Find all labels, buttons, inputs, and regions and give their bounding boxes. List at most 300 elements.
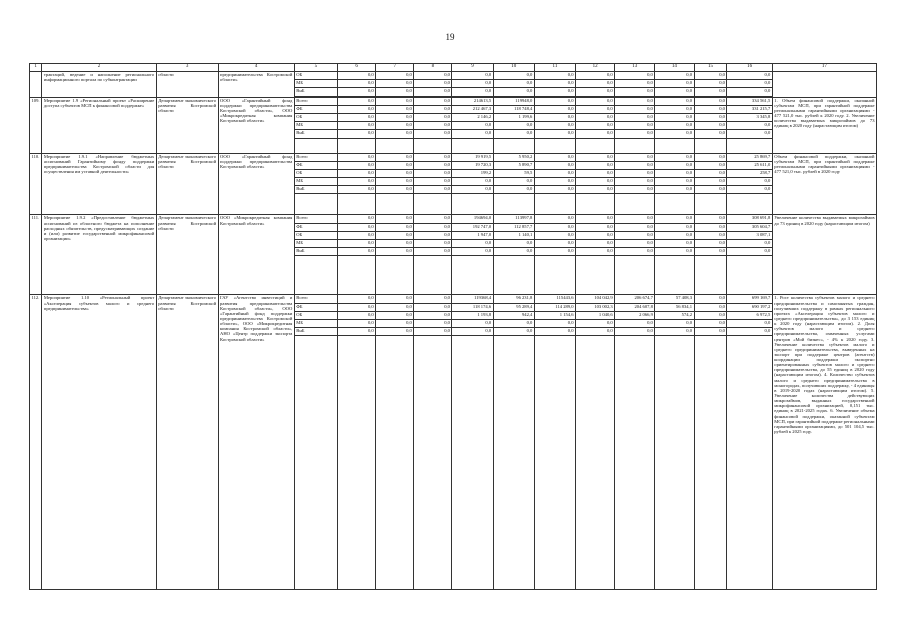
amount-cell: 0,0 <box>655 319 694 327</box>
page-number: 19 <box>445 32 455 42</box>
amount-cell: 0,0 <box>655 328 694 336</box>
amount-cell: 0,0 <box>493 80 534 88</box>
column-number-16: 16 <box>727 64 772 72</box>
amount-cell: 0,0 <box>376 303 414 311</box>
amount-cell: 5 950,2 <box>493 153 534 161</box>
amount-cell: 0,0 <box>376 319 414 327</box>
amount-cell: 0,0 <box>338 186 376 194</box>
amount-cell: 0,0 <box>493 319 534 327</box>
amount-cell: 0,0 <box>694 105 727 113</box>
amount-cell: 0,0 <box>493 88 534 96</box>
amount-cell: 0,0 <box>655 240 694 248</box>
column-number-4: 4 <box>218 64 294 72</box>
amount-cell: 0,0 <box>615 97 655 105</box>
amount-cell: 0,0 <box>694 88 727 96</box>
amount-cell: 0,0 <box>694 161 727 169</box>
amount-cell: 0,0 <box>655 169 694 177</box>
amount-cell: 0,0 <box>414 178 452 186</box>
amount-cell: 0,0 <box>534 130 575 138</box>
amount-cell: 0,0 <box>338 303 376 311</box>
funding-source: Всего <box>294 97 337 105</box>
amount-cell: 942,4 <box>493 311 534 319</box>
responsible-executor: Департамент экономического развития Костромской области <box>156 153 218 215</box>
empty-cell <box>338 194 376 215</box>
empty-cell <box>294 256 337 295</box>
amount-cell: 0,0 <box>376 186 414 194</box>
amount-cell: 0,0 <box>615 88 655 96</box>
amount-cell: 0,0 <box>414 328 452 336</box>
funding-source: ОБ <box>294 113 337 121</box>
column-number-13: 13 <box>615 64 655 72</box>
amount-cell: 0,0 <box>376 161 414 169</box>
empty-cell <box>576 138 615 153</box>
amount-cell: 0,0 <box>452 178 493 186</box>
amount-cell: 0,0 <box>376 240 414 248</box>
amount-cell: 119368,4 <box>452 295 493 303</box>
amount-cell: 0,0 <box>615 161 655 169</box>
amount-cell: 0,0 <box>338 72 376 80</box>
empty-cell <box>694 138 727 153</box>
amount-cell: 0,0 <box>414 311 452 319</box>
table-row <box>30 153 877 161</box>
funding-source: Всего <box>294 215 337 223</box>
empty-cell <box>615 194 655 215</box>
amount-cell: 1 947,0 <box>452 231 493 239</box>
amount-cell: 0,0 <box>338 130 376 138</box>
column-number-12: 12 <box>576 64 615 72</box>
amount-cell: 0,0 <box>534 80 575 88</box>
amount-cell: 0,0 <box>338 319 376 327</box>
funding-source: ОБ <box>294 169 337 177</box>
activity-name: Мероприятие 1.9 «Региональный проект «Расширение доступа субъектов МСП к финансовой поддержке» <box>42 97 156 153</box>
empty-cell <box>338 256 376 295</box>
amount-cell: 1 140,1 <box>493 231 534 239</box>
amount-cell: 0,0 <box>376 169 414 177</box>
amount-cell: 0,0 <box>376 97 414 105</box>
amount-cell: 192 747,0 <box>452 223 493 231</box>
amount-cell: 1 154,6 <box>534 311 575 319</box>
column-number-5: 5 <box>294 64 337 72</box>
amount-cell: 2 066,9 <box>615 311 655 319</box>
empty-cell <box>452 336 493 590</box>
amount-cell: 0,0 <box>694 311 727 319</box>
amount-cell: 0,0 <box>576 80 615 88</box>
amount-cell: 0,0 <box>534 169 575 177</box>
row-number: 112. <box>30 295 42 590</box>
amount-cell: 0,0 <box>655 105 694 113</box>
amount-cell: 0,0 <box>414 303 452 311</box>
amount-cell: 0,0 <box>534 122 575 130</box>
amount-cell: 0,0 <box>376 153 414 161</box>
amount-cell: 0,0 <box>534 178 575 186</box>
funding-source: МБ <box>294 122 337 130</box>
empty-cell <box>655 336 694 590</box>
empty-cell <box>576 336 615 590</box>
funding-source: ОБ <box>294 231 337 239</box>
amount-cell: 0,0 <box>534 97 575 105</box>
column-number-1: 1 <box>30 64 42 72</box>
amount-cell: 0,0 <box>727 122 772 130</box>
amount-cell: 0,0 <box>452 88 493 96</box>
amount-cell: 115443,6 <box>534 295 575 303</box>
amount-cell: 0,0 <box>576 169 615 177</box>
funding-source: ФБ <box>294 303 337 311</box>
amount-cell: 0,0 <box>534 240 575 248</box>
empty-cell <box>615 256 655 295</box>
amount-cell: 0,0 <box>655 153 694 161</box>
row-number: 111. <box>30 215 42 295</box>
amount-cell: 0,0 <box>615 319 655 327</box>
expected-result <box>772 72 876 98</box>
amount-cell: 199,2 <box>452 169 493 177</box>
amount-cell: 0,0 <box>338 231 376 239</box>
amount-cell: 0,0 <box>338 113 376 121</box>
amount-cell: 0,0 <box>414 122 452 130</box>
amount-cell: 113997,8 <box>493 215 534 223</box>
amount-cell: 0,0 <box>414 215 452 223</box>
program-table <box>29 63 877 590</box>
table-row <box>30 72 877 80</box>
expected-result: Объем финансовой поддержки, оказанной субъектам МСП, при гарантийной поддержке региональными гарантийными организациями - 477 521,0 тыс. рублей в 2020 году <box>772 153 876 215</box>
amount-cell: 0,0 <box>376 215 414 223</box>
amount-cell: 0,0 <box>655 88 694 96</box>
column-number-8: 8 <box>414 64 452 72</box>
participant: предпринимательства Костромской области» <box>218 72 294 98</box>
amount-cell: 0,0 <box>414 319 452 327</box>
empty-cell <box>727 256 772 295</box>
amount-cell: 0,0 <box>727 328 772 336</box>
amount-cell: 0,0 <box>452 122 493 130</box>
amount-cell: 0,0 <box>615 169 655 177</box>
activity-name: Мероприятие 1.9.1 «Направление бюджетных ассигнований Гарантийному фонду поддержки предпринимательства Костромской области для осуществления им уставной деятельности» <box>42 153 156 215</box>
empty-cell <box>376 256 414 295</box>
column-number-2: 2 <box>42 64 156 72</box>
funding-source: ВнБ <box>294 130 337 138</box>
funding-source: ОБ <box>294 72 337 80</box>
amount-cell: 25 611,0 <box>727 161 772 169</box>
responsible-executor: области <box>156 72 218 98</box>
empty-cell <box>414 336 452 590</box>
amount-cell: 0,0 <box>655 215 694 223</box>
expected-result: Увеличение количества выдаваемых микрозаймов до 73 единиц в 2020 году (нарастающим итогом) <box>772 215 876 295</box>
amount-cell: 0,0 <box>376 80 414 88</box>
amount-cell: 5 890,7 <box>493 161 534 169</box>
amount-cell: 0,0 <box>493 72 534 80</box>
amount-cell: 0,0 <box>694 72 727 80</box>
amount-cell: 0,0 <box>615 248 655 256</box>
column-number-6: 6 <box>338 64 376 72</box>
amount-cell: 0,0 <box>576 215 615 223</box>
amount-cell: 0,0 <box>655 97 694 105</box>
amount-cell: 0,0 <box>452 80 493 88</box>
empty-cell <box>534 336 575 590</box>
empty-cell <box>294 336 337 590</box>
amount-cell: 0,0 <box>576 178 615 186</box>
amount-cell: 0,0 <box>338 248 376 256</box>
amount-cell: 212 467,3 <box>452 105 493 113</box>
amount-cell: 0,0 <box>694 328 727 336</box>
amount-cell: 0,0 <box>727 80 772 88</box>
amount-cell: 104 042,9 <box>576 295 615 303</box>
amount-cell: 0,0 <box>727 130 772 138</box>
funding-source: Всего <box>294 153 337 161</box>
amount-cell: 0,0 <box>493 248 534 256</box>
amount-cell: 0,0 <box>376 311 414 319</box>
empty-cell <box>615 138 655 153</box>
amount-cell: 0,0 <box>452 248 493 256</box>
amount-cell: 118 174,6 <box>452 303 493 311</box>
amount-cell: 574,2 <box>655 311 694 319</box>
amount-cell: 0,0 <box>338 153 376 161</box>
amount-cell: 0,0 <box>727 240 772 248</box>
amount-cell: 0,0 <box>376 231 414 239</box>
amount-cell: 0,0 <box>338 97 376 105</box>
empty-cell <box>493 138 534 153</box>
amount-cell: 0,0 <box>493 130 534 138</box>
amount-cell: 1 040,6 <box>576 311 615 319</box>
participant: ГАУ «Агентство инвестиций и развития предпринимательства Костромской области», ООО «Гарантийный фонд поддержки предпринимательства Костромской области», ООО «Микрокредитная компания Костромской области», АНО «Центр поддержки экспорта Костромской области» <box>218 295 294 590</box>
amount-cell: 0,0 <box>414 161 452 169</box>
amount-cell: 0,0 <box>414 231 452 239</box>
empty-cell <box>694 256 727 295</box>
amount-cell: 0,0 <box>576 122 615 130</box>
amount-cell: 0,0 <box>694 186 727 194</box>
expected-result: 1. Рост количества субъектов малого и среднего предпринимательства и самозанятых граждан, получивших поддержку в рамках регионального проекта «Акселерация субъектов малого и среднего предпринимательства», до 3 153 единиц к 2020 году (нарастающим итогом). 2. Доля субъектов малого и среднего предпринимательства, охваченных услугами центров «Мой бизнес», - 4% к 2020 году. 3. Увеличение количества субъектов малого и среднего предпринимательства, выведенных на экспорт при поддержке центров (агентств) координации поддержки экспортно ориентированных субъектов малого и среднего предпринимательства, до 55 единиц в 2020 году (нарастающим итогом). 4. Количество субъектов малого и среднего предпринимательства в моногородах, получивших поддержку, - 4 единицы в 2019-2020 годах (нарастающим итогом). 5. Увеличение количества действующих микрозаймов, выданных государственной микрофинансовой организацией, 0,151 тыс. единиц в 2021-2025 годах. 6. Увеличение объема финансовой поддержки, оказанной субъектам МСП, при гарантийной поддержке региональными гарантийными организациями, до 501 104,5 тыс. рублей к 2025 году. <box>772 295 876 590</box>
amount-cell: 206 674,7 <box>615 295 655 303</box>
amount-cell: 0,0 <box>338 215 376 223</box>
amount-cell: 308 691,8 <box>727 215 772 223</box>
amount-cell: 118 748,4 <box>493 105 534 113</box>
amount-cell: 331 215,7 <box>727 105 772 113</box>
funding-source: МБ <box>294 240 337 248</box>
empty-cell <box>727 138 772 153</box>
amount-cell: 0,0 <box>694 122 727 130</box>
amount-cell: 57 408,3 <box>655 295 694 303</box>
empty-cell <box>534 138 575 153</box>
amount-cell: 0,0 <box>376 178 414 186</box>
amount-cell: 0,0 <box>414 223 452 231</box>
amount-cell: 0,0 <box>452 130 493 138</box>
amount-cell: 0,0 <box>576 319 615 327</box>
empty-cell <box>493 336 534 590</box>
amount-cell: 204 607,8 <box>615 303 655 311</box>
amount-cell: 0,0 <box>338 88 376 96</box>
amount-cell: 95 289,4 <box>493 303 534 311</box>
amount-cell: 114 289,0 <box>534 303 575 311</box>
empty-cell <box>414 194 452 215</box>
amount-cell: 1 193,8 <box>452 311 493 319</box>
amount-cell: 0,0 <box>338 161 376 169</box>
empty-cell <box>694 336 727 590</box>
amount-cell: 25 869,7 <box>727 153 772 161</box>
amount-cell: 0,0 <box>493 240 534 248</box>
amount-cell: 0,0 <box>615 113 655 121</box>
amount-cell: 0,0 <box>615 122 655 130</box>
amount-cell: 0,0 <box>694 97 727 105</box>
amount-cell: 0,0 <box>414 130 452 138</box>
amount-cell: 0,0 <box>338 311 376 319</box>
empty-cell <box>576 256 615 295</box>
amount-cell: 0,0 <box>376 72 414 80</box>
amount-cell: 0,0 <box>534 153 575 161</box>
activity-name: Мероприятие 1.9.2 «Предоставление бюджетных ассигнований из областного бюджета на пополнение расходных обязательств, предусматривающих создание и (или) развитие государственной микрофинансовой организации» <box>42 215 156 295</box>
empty-cell <box>615 336 655 590</box>
amount-cell: 0,0 <box>414 295 452 303</box>
responsible-executor: Департамент экономического развития Костромской области <box>156 97 218 153</box>
empty-cell <box>294 138 337 153</box>
amount-cell: 0,0 <box>534 215 575 223</box>
amount-cell: 19 720,3 <box>452 161 493 169</box>
amount-cell: 0,0 <box>414 88 452 96</box>
empty-cell <box>452 256 493 295</box>
amount-cell: 2 146,2 <box>452 113 493 121</box>
amount-cell: 0,0 <box>576 186 615 194</box>
amount-cell: 0,0 <box>414 97 452 105</box>
amount-cell: 0,0 <box>338 80 376 88</box>
amount-cell: 0,0 <box>655 186 694 194</box>
row-number: 109. <box>30 97 42 153</box>
funding-source: ВнБ <box>294 248 337 256</box>
amount-cell: 0,0 <box>615 223 655 231</box>
empty-cell <box>376 336 414 590</box>
amount-cell: 0,0 <box>727 319 772 327</box>
amount-cell: 0,0 <box>655 248 694 256</box>
amount-cell: 0,0 <box>576 130 615 138</box>
amount-cell: 0,0 <box>534 72 575 80</box>
amount-cell: 0,0 <box>615 328 655 336</box>
column-number-14: 14 <box>655 64 694 72</box>
amount-cell: 0,0 <box>338 240 376 248</box>
amount-cell: 0,0 <box>534 231 575 239</box>
amount-cell: 0,0 <box>534 88 575 96</box>
amount-cell: 0,0 <box>694 130 727 138</box>
amount-cell: 0,0 <box>338 223 376 231</box>
amount-cell: 0,0 <box>576 223 615 231</box>
amount-cell: 0,0 <box>694 303 727 311</box>
empty-cell <box>727 336 772 590</box>
amount-cell: 3 345,8 <box>727 113 772 121</box>
funding-source: Всего <box>294 295 337 303</box>
expected-result: 1. Объем финансовой поддержки, оказанной субъектам МСП, при гарантийной поддержке региональными гарантийными организациями - 477 521,0 тыс. рублей к 2020 году. 2. Увеличение количества выдаваемых микрозаймов до 73 единиц в 2020 году (нарастающим итогом) <box>772 97 876 153</box>
amount-cell: 0,0 <box>576 105 615 113</box>
amount-cell: 0,0 <box>576 231 615 239</box>
amount-cell: 0,0 <box>615 153 655 161</box>
empty-cell <box>414 138 452 153</box>
amount-cell: 0,0 <box>493 122 534 130</box>
amount-cell: 0,0 <box>534 186 575 194</box>
amount-cell: 0,0 <box>655 113 694 121</box>
amount-cell: 0,0 <box>452 328 493 336</box>
amount-cell: 0,0 <box>615 215 655 223</box>
amount-cell: 214613,5 <box>452 97 493 105</box>
table-body <box>30 72 877 590</box>
amount-cell: 0,0 <box>694 240 727 248</box>
empty-cell <box>376 194 414 215</box>
empty-cell <box>493 194 534 215</box>
funding-source: ОБ <box>294 311 337 319</box>
funding-source: ФБ <box>294 223 337 231</box>
amount-cell: 0,0 <box>576 113 615 121</box>
amount-cell: 0,0 <box>727 186 772 194</box>
amount-cell: 0,0 <box>655 130 694 138</box>
empty-cell <box>727 194 772 215</box>
amount-cell: 0,0 <box>376 328 414 336</box>
amount-cell: 0,0 <box>376 105 414 113</box>
empty-cell <box>655 194 694 215</box>
amount-cell: 699 169,7 <box>727 295 772 303</box>
amount-cell: 59,5 <box>493 169 534 177</box>
amount-cell: 0,0 <box>534 319 575 327</box>
amount-cell: 0,0 <box>727 88 772 96</box>
amount-cell: 0,0 <box>615 130 655 138</box>
empty-cell <box>376 138 414 153</box>
amount-cell: 0,0 <box>376 295 414 303</box>
amount-cell: 0,0 <box>338 122 376 130</box>
empty-cell <box>655 256 694 295</box>
amount-cell: 0,0 <box>615 105 655 113</box>
amount-cell: 0,0 <box>534 113 575 121</box>
column-number-15: 15 <box>694 64 727 72</box>
column-number-11: 11 <box>534 64 575 72</box>
empty-cell <box>294 194 337 215</box>
amount-cell: 0,0 <box>694 215 727 223</box>
amount-cell: 0,0 <box>694 80 727 88</box>
amount-cell: 0,0 <box>338 178 376 186</box>
amount-cell: 0,0 <box>576 97 615 105</box>
responsible-executor: Департамент экономического развития Костромской области <box>156 295 218 590</box>
amount-cell: 0,0 <box>655 223 694 231</box>
amount-cell: 0,0 <box>414 240 452 248</box>
amount-cell: 0,0 <box>655 178 694 186</box>
amount-cell: 0,0 <box>376 223 414 231</box>
amount-cell: 0,0 <box>376 113 414 121</box>
amount-cell: 194694,0 <box>452 215 493 223</box>
funding-source: ВнБ <box>294 186 337 194</box>
amount-cell: 112 857,7 <box>493 223 534 231</box>
empty-cell <box>414 256 452 295</box>
amount-cell: 0,0 <box>615 178 655 186</box>
amount-cell: 258,7 <box>727 169 772 177</box>
amount-cell: 0,0 <box>493 178 534 186</box>
table-row <box>30 295 877 303</box>
amount-cell: 19 919,5 <box>452 153 493 161</box>
amount-cell: 0,0 <box>727 178 772 186</box>
amount-cell: 0,0 <box>534 105 575 113</box>
amount-cell: 0,0 <box>414 248 452 256</box>
amount-cell: 0,0 <box>655 72 694 80</box>
funding-source: МБ <box>294 319 337 327</box>
empty-cell <box>576 194 615 215</box>
amount-cell: 0,0 <box>534 161 575 169</box>
amount-cell: 0,0 <box>338 295 376 303</box>
amount-cell: 0,0 <box>615 80 655 88</box>
empty-cell <box>694 194 727 215</box>
empty-cell <box>338 336 376 590</box>
amount-cell: 0,0 <box>452 186 493 194</box>
amount-cell: 334 561,5 <box>727 97 772 105</box>
amount-cell: 0,0 <box>615 231 655 239</box>
amount-cell: 0,0 <box>452 319 493 327</box>
amount-cell: 0,0 <box>694 295 727 303</box>
amount-cell: 0,0 <box>534 248 575 256</box>
column-number-10: 10 <box>493 64 534 72</box>
amount-cell: 0,0 <box>452 72 493 80</box>
amount-cell: 0,0 <box>655 231 694 239</box>
amount-cell: 0,0 <box>576 248 615 256</box>
activity-name: Мероприятие 1.10 «Региональный проект «Акселерация субъектов малого и среднего предпринимательства» <box>42 295 156 590</box>
activity-name: трактаций, ведение и наполнение регионального информационного портала по субконтрактации <box>42 72 156 98</box>
amount-cell: 0,0 <box>414 72 452 80</box>
